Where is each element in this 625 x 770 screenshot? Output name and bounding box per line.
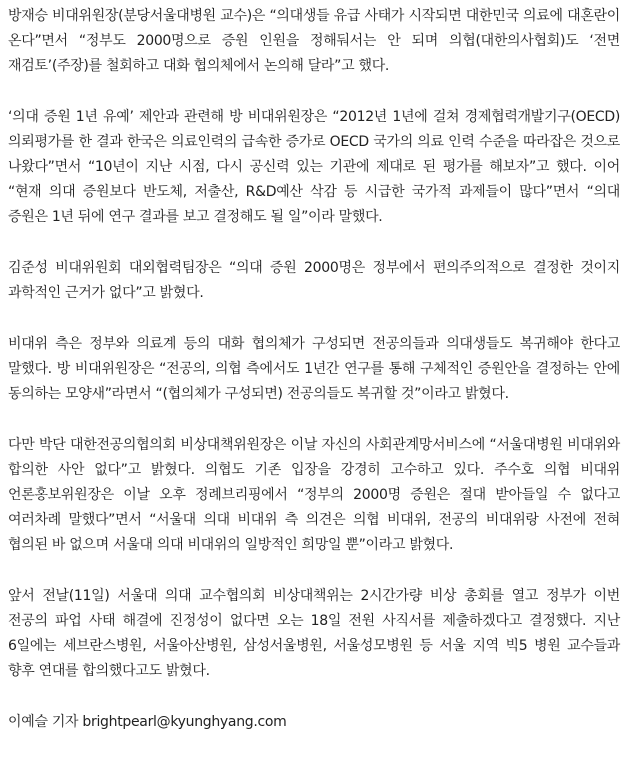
article-paragraph-5: 다만 박단 대한전공의협의회 비상대책위원장은 이날 자신의 사회관계망서비스에 “서울대병원 비대위와 합의한 사안 없다”고 밝혔다. 의협도 기존 입장을 강경히 고수하고 있다. 주수호 의협 비대위 언론홍보위원장은 이날 오후 정례브리핑에서 “정부의 2000명 증원은 절대 받아들일 수 없다고 여러차례 말했다”면서 “서울대 의대 비대위 측 의견은 의협 비대위, 전공의 비대위랑 사전에 전혀 협의된 바 없으며 서울대 의대 비대위의 일방적인 희망일 뿐”이라고 밝혔다. [8,437,620,553]
article-paragraph-3: 김준성 비대위원회 대외협력팀장은 “의대 증원 2000명은 정부에서 편의주의적으로 결정한 것이지 과학적인 근거가 없다”고 밝혔다. [8,260,620,301]
article-paragraph-1: 방재승 비대위원장(분당서울대병원 교수)은 “의대생들 유급 사태가 시작되면 대한민국 의료에 대혼란이 온다”면서 “정부도 2000명으로 증원 인원을 정해둬서는 안 되며 의협(대한의사협회)도 ‘전면 재검토’(주장)를 철회하고 대화 협의체에서 논의해 달라”고 했다. [8,8,620,74]
article-byline: 이예슬 기자 brightpearl@kyunghyang.com [8,714,287,730]
article-paragraph-6: 앞서 전날(11일) 서울대 의대 교수협의회 비상대책위는 2시간가량 비상 총회를 열고 정부가 이번 전공의 파업 사태 해결에 진정성이 없다면 오는 18일 전원 사직서를 제출하겠다고 결정했다. 지난 6일에는 세브란스병원, 서울아산병원, 삼성서울병원, 서울성모병원 등 서울 지역 빅5 병원 교수들과 향후 연대를 합의했다고도 밝혔다. [8,588,620,679]
article-body [8,4,620,735]
article-paragraph-4: 비대위 측은 정부와 의료계 등의 대화 협의체가 구성되면 전공의들과 의대생들도 복귀해야 한다고 말했다. 방 비대위원장은 “전공의, 의협 측에서도 1년간 연구를 통해 구체적인 증원안을 결정하는 안에 동의하는 모양새”라면서 “(협의체가 구성되면) 전공의들도 복귀할 것”이라고 밝혔다. [8,336,620,402]
article-paragraph-2: ‘의대 증원 1년 유예’ 제안과 관련해 방 비대위원장은 “2012년 1년에 걸쳐 경제협력개발기구(OECD) 의뢰평가를 한 결과 한국은 의료인력의 급속한 증가로 OECD 국가의 의료 인력 수준을 따라잡은 것으로 나왔다”면서 “10년이 지난 시점, 다시 공신력 있는 기관에 제대로 된 평가를 해보자”고 했다. 이어 “현재 의대 증원보다 반도체, 저출산, R&D예산 삭감 등 시급한 국가적 과제들이 많다”면서 “의대 증원은 1년 뒤에 연구 결과를 보고 결정해도 될 일”이라 말했다. [8,109,620,225]
